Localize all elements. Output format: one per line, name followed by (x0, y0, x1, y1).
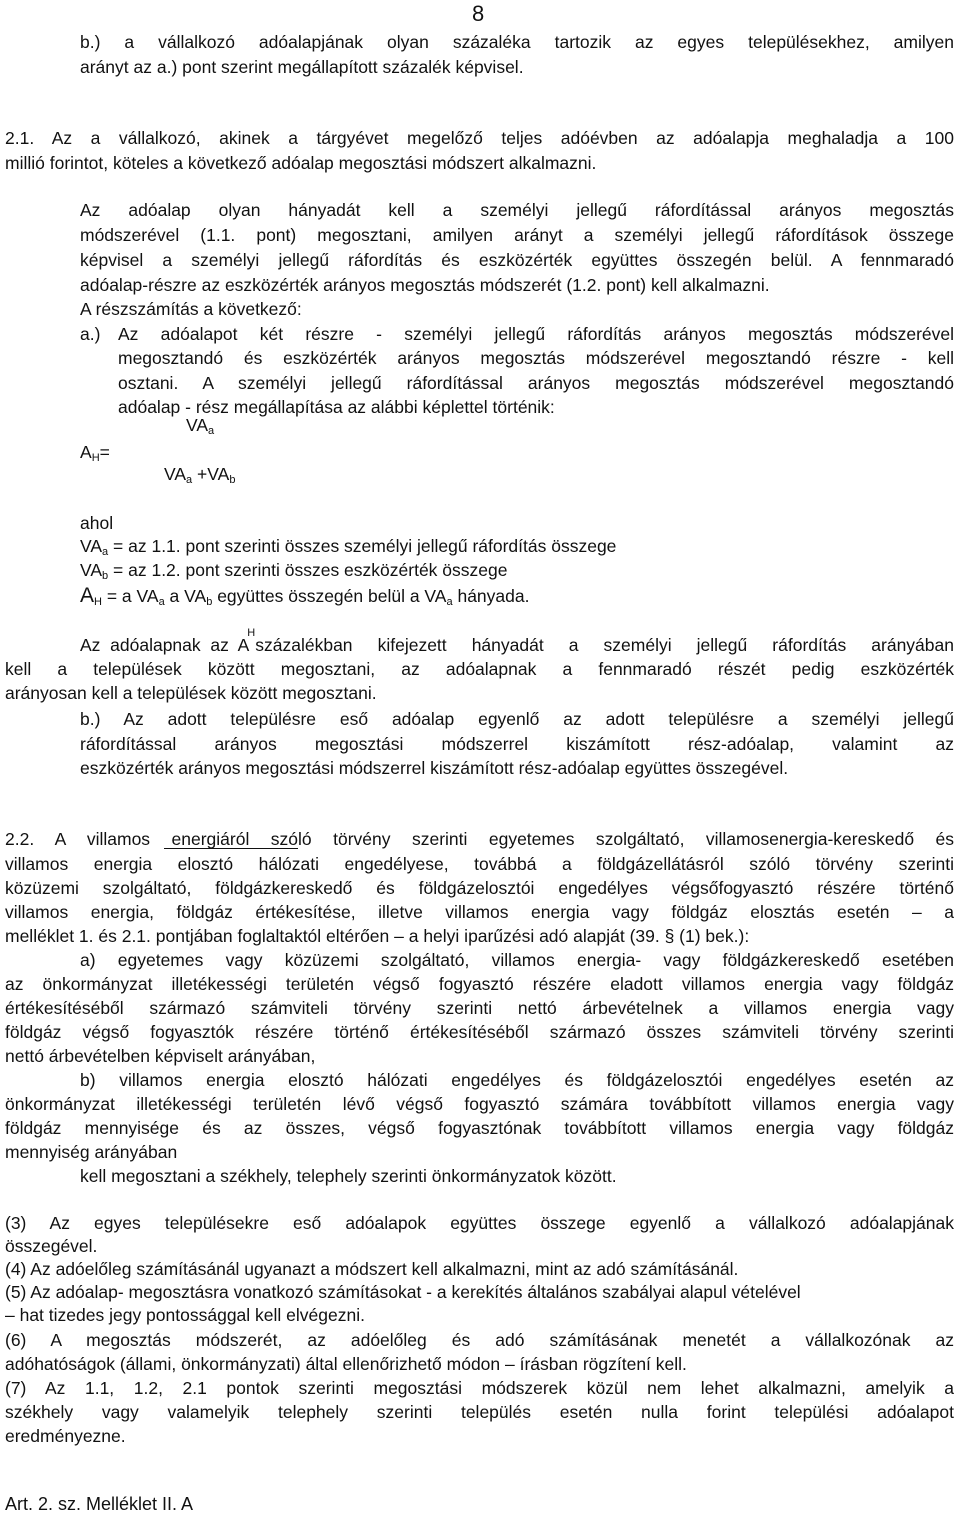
formula-denominator: $VA_a +VA_b$ (164, 464, 236, 486)
text-line: ráfordítással arányos megosztási módszerrel kiszámított rész-adóalap, valamint az (80, 734, 954, 754)
text-line: közüzemi szolgáltató, földgázkereskedő és földgázelosztói engedélyes végsőfogyasztó részére történő (5, 878, 954, 898)
text-line: földgáz végső fogyasztók részére történő értékesítéséből származó összes számviteli törvény szerinti (5, 1022, 954, 1042)
text-line: (4) Az adóelőleg számításánál ugyanazt a módszert kell alkalmazni, mint az adó számításánál. (5, 1259, 739, 1279)
definition-line: $A_H = a$ $VA_a$ a $VA_b$ együttes összegén belül a $VA_a$ hányada. (80, 584, 530, 608)
text-line: értékesítéséből származó számviteli törvény szerinti nettó árbevételnek a villamos energia vagy (5, 998, 954, 1018)
text-line: 2.1. Az a vállalkozó, akinek a tárgyévet megelőző teljes adóévben az adóalapja meghaladja a 100 (5, 128, 954, 148)
text-line: ahol (80, 513, 114, 533)
text-line: villamos energia elosztó hálózati engedélyese, továbbá a földgázellátásról szóló törvény szerinti (5, 854, 954, 874)
text-line: (3) Az egyes településekre eső adóalapok együttes összege egyenlő a vállalkozó adóalapjának (5, 1213, 954, 1233)
formula-numerator: $VA_a$ (186, 415, 215, 437)
list-marker: a.) (80, 324, 101, 344)
text-line: (6) A megosztás módszerét, az adóelőleg és adó számításának menetét a vállalkozónak az (5, 1330, 954, 1350)
text-line: – hat tizedes jegy pontossággal kell elvégezni. (5, 1305, 365, 1325)
text-line: adóalap - rész megállapítása az alábbi képlettel történik: (118, 397, 555, 417)
text-line: kell megosztani a székhely, telephely szerinti önkormányzatok között. (80, 1166, 617, 1186)
text-line: Az adóalapot két részre - személyi jellegű ráfordítás arányos megosztás módszerével (118, 324, 954, 344)
definition-line: $VA_b$ = az 1.2. pont szerinti összes eszközérték összege (80, 560, 508, 582)
text-line: képvisel a személyi jellegű ráfordítás és eszközérték együttes összegén belül. A fennmaradó (80, 250, 954, 270)
text-line: villamos energia, földgáz értékesítése, illetve villamos energia vagy földgáz elosztás esetén – a (5, 902, 954, 922)
text-line: b) villamos energia elosztó hálózati engedélyes és földgázelosztói engedélyes esetén az (80, 1070, 954, 1090)
text-line: nettó árbevételben képviselt arányában, (5, 1046, 316, 1066)
text-line: arányosan kell a települések között megosztani. (5, 683, 377, 703)
text-line: önkormányzat illetékességi területén lévő végső fogyasztó számára továbbított villamos energia vagy (5, 1094, 954, 1114)
text-line: adóalap-részre az eszközérték arányos megosztás módszerét (1.2. pont) kell alkalmazni. (80, 275, 770, 295)
text-line: földgáz mennyisége és az összes, végső fogyasztónak továbbított villamos energia vagy földgáz (5, 1118, 954, 1138)
formula-lhs: $A_H=$ (80, 442, 110, 464)
text-line: (7) Az 1.1, 1.2, 2.1 pontok szerinti megosztási módszerek közül nem lehet alkalmazni, amelyik a (5, 1378, 954, 1398)
text-line: b.) Az adott településre eső adóalap egyenlő az adott településre a személyi jellegű (80, 709, 954, 729)
text-line: kell a települések között megosztani, az adóalapnak a fennmaradó részét pedig eszközérték (5, 659, 954, 679)
text-line: osztani. A személyi jellegű ráfordítással arányos megosztás módszerével megosztandó (118, 373, 954, 393)
text-line: székhely vagy valamelyik telephely szerinti település esetén nulla forint települési adóalapot (5, 1402, 954, 1422)
text-line: Az adóalap olyan hányadát kell a személyi jellegű ráfordítással arányos megosztás (80, 200, 954, 220)
text-line: 2.2. A villamos energiáról szóló törvény szerinti egyetemes szolgáltató, villamosenergia-kereskedő és (5, 829, 954, 849)
text-line: az önkormányzat illetékességi területén végső fogyasztó részére eladott villamos energia vagy földgáz (5, 974, 954, 994)
text-line: melléklet 1. és 2.1. pontjában foglaltaktól eltérően – a helyi iparűzési adó alapját (39. § (1) bek.): (5, 926, 750, 946)
text-line: (5) Az adóalap- megosztásra vonatkozó számításokat - a kerekítés általános szabályai alapul vételével (5, 1282, 801, 1302)
text-line: a) egyetemes vagy közüzemi szolgáltató, villamos energia- vagy földgázkereskedő esetében (80, 950, 954, 970)
definition-line: $VA_a$ = az 1.1. pont szerinti összes személyi jellegű ráfordítás összege (80, 536, 617, 558)
text-line: eredményezne. (5, 1426, 126, 1446)
text-line: összegével. (5, 1236, 98, 1256)
text-line: eszközérték arányos megosztási módszerrel kiszámított rész-adóalap együttes összegével. (80, 758, 789, 778)
text-line: mennyiség arányában (5, 1142, 178, 1162)
text-line: módszerével (1.1. pont) megosztani, amilyen arányt a személyi jellegű ráfordítások összege (80, 225, 954, 245)
text-line: A részszámítás a következő: (80, 299, 302, 319)
page-number: 8 (472, 1, 485, 26)
footer-label: Art. 2. sz. Melléklet II. A (5, 1494, 194, 1514)
text-line: Az adóalapnak az A H százalékban kifejezett hányadát a személyi jellegű ráfordítás arányában (80, 627, 954, 655)
text-line: adóhatóságok (állami, önkormányzati) által ellenőrizhető módon – írásban rögzítení kell. (5, 1354, 687, 1374)
text-line: arányt az a.) pont szerint megállapított százalék képvisel. (80, 57, 524, 77)
text-line: millió forintot, köteles a következő adóalap megosztási módszert alkalmazni. (5, 153, 597, 173)
text-line: megosztandó és eszközérték arányos megosztás módszerével megosztandó részre - kell (118, 348, 954, 368)
text-line: b.) a vállalkozó adóalapjának olyan százaléka tartozik az egyes településekhez, amilyen (80, 32, 954, 52)
